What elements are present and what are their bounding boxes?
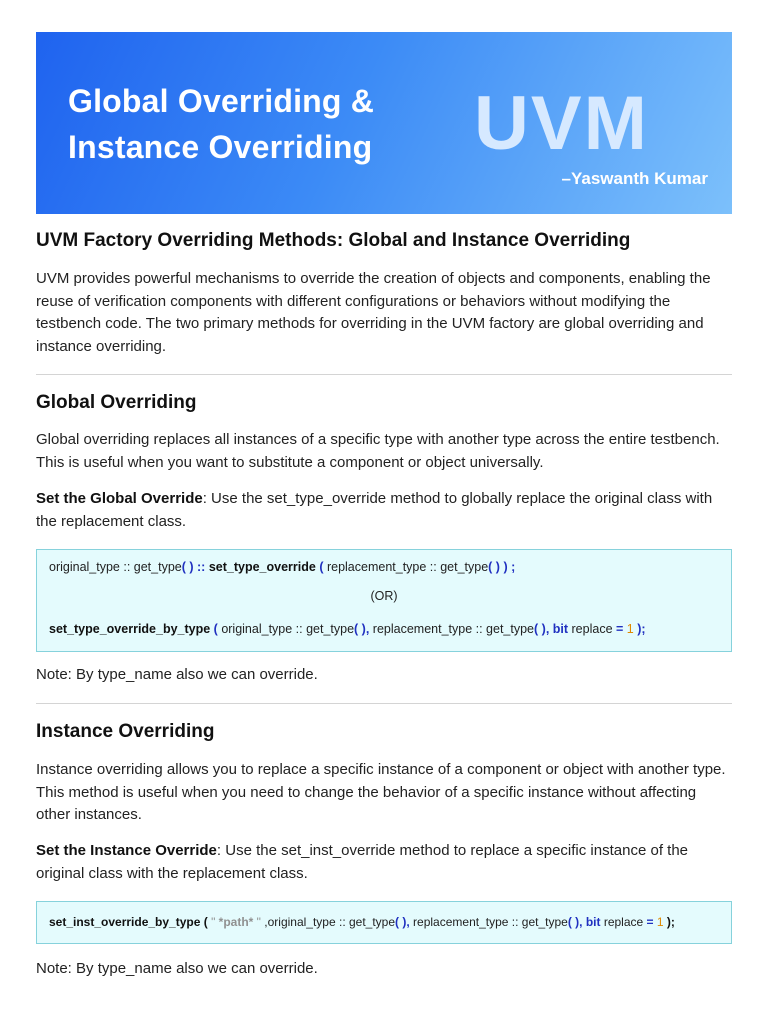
instance-set-paragraph	[36, 840, 732, 885]
divider	[36, 703, 732, 704]
divider	[36, 374, 732, 375]
global-note: Note: By type_name also we can override.	[36, 666, 318, 683]
code-line-type-override: original_type :: get_type( ) :: set_type_override ( replacement_type :: get_type( ) ) ;	[49, 560, 516, 574]
code-or-separator: (OR)	[370, 589, 398, 603]
intro-paragraph: UVM provides powerful mechanisms to override the creation of objects and components, enabling the reuse of verification components with different configurations or behaviors without modifying the testbench code. The two primary methods for overriding in the UVM factory are global overriding and instance overriding.	[36, 270, 711, 355]
banner-title	[68, 78, 374, 170]
global-set-paragraph	[36, 488, 732, 533]
banner-uvm-logo: UVM	[474, 81, 649, 166]
global-heading: Global Overriding	[36, 392, 197, 413]
global-code-block	[36, 549, 732, 652]
instance-heading: Instance Overriding	[36, 721, 215, 742]
intro-heading: UVM Factory Overriding Methods: Global and Instance Overriding	[36, 230, 631, 251]
instance-set-label: Set the Instance Override	[36, 842, 217, 859]
instance-paragraph: Instance overriding allows you to replace a specific instance of a component or object with another type. This method is useful when you need to change the behavior of a specific instance without affecting other instances.	[36, 761, 726, 823]
title-banner	[36, 32, 732, 214]
code-line-inst-override-by-type: set_inst_override_by_type ( " *path* " ,original_type :: get_type( ), replacement_type :: get_type( ), bit replace = 1 );	[49, 915, 675, 929]
instance-set-text: : Use the set_inst_override method to replace a specific instance of the original class with the replacement class.	[36, 842, 688, 882]
banner-author: –Yaswanth Kumar	[561, 169, 708, 188]
instance-code-block	[36, 901, 732, 944]
global-paragraph: Global overriding replaces all instances of a specific type with another type across the entire testbench. This is useful when you want to substitute a component or object universally.	[36, 431, 720, 471]
instance-note: Note: By type_name also we can override.	[36, 960, 318, 977]
banner-title-line-1: Global Overriding &	[68, 83, 375, 119]
banner-title-line-2: Instance Overriding	[68, 129, 373, 165]
code-line-type-override-by-type: set_type_override_by_type ( original_type :: get_type( ), replacement_type :: get_type( ), bit replace = 1 );	[49, 622, 646, 636]
global-set-text: : Use the set_type_override method to globally replace the original class with the replacement class.	[36, 490, 713, 530]
global-set-label: Set the Global Override	[36, 490, 203, 507]
